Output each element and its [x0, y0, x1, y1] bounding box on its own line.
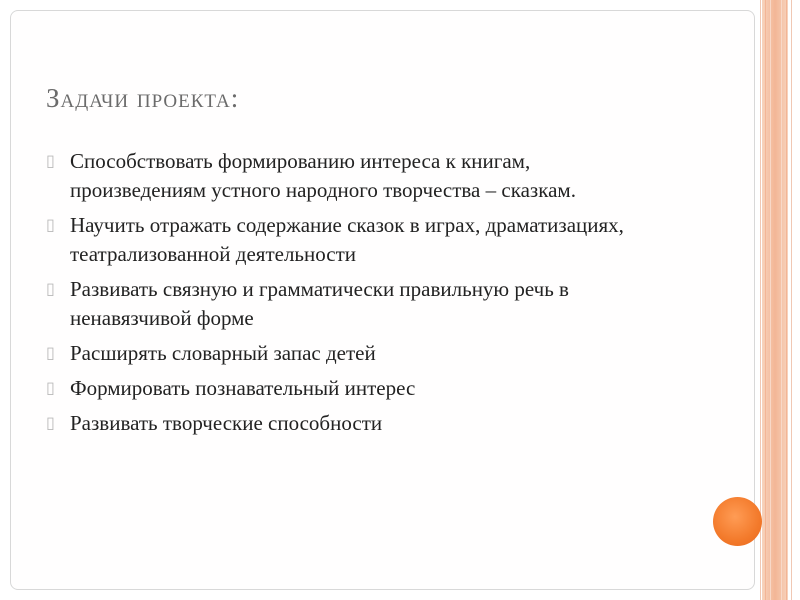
square-bullet-icon: ▯: [46, 281, 55, 298]
decorative-stripe: [760, 0, 761, 600]
list-item-text: Расширять словарный запас детей: [70, 341, 376, 365]
decorative-stripe: [770, 0, 771, 600]
list-item: [46, 275, 666, 333]
decorative-stripe: [781, 0, 782, 600]
decorative-stripe: [786, 0, 787, 600]
list-item-text: Развивать связную и грамматически правильную речь в ненавязчивой форме: [70, 277, 569, 330]
list-item-text: Формировать познавательный интерес: [70, 376, 416, 400]
list-item-text: Научить отражать содержание сказок в играх, драматизациях, театрализованной деятельности: [70, 213, 624, 266]
list-item: [46, 374, 666, 403]
slide-title: Задачи проекта:: [46, 83, 240, 113]
list-item: [46, 409, 666, 438]
square-bullet-icon: ▯: [46, 217, 55, 234]
decorative-orange-circle: [713, 497, 762, 546]
list-item-text: Развивать творческие способности: [70, 411, 383, 435]
decorative-stripe: [765, 0, 766, 600]
square-bullet-icon: ▯: [46, 345, 55, 362]
list-item: [46, 211, 666, 269]
list-item: [46, 339, 666, 368]
task-list: [46, 147, 666, 444]
decorative-stripe: [791, 0, 792, 600]
list-item: [46, 147, 666, 205]
list-item-text: Способствовать формированию интереса к книгам, произведениям устного народного творчества – сказкам.: [70, 149, 576, 202]
square-bullet-icon: ▯: [46, 153, 55, 170]
square-bullet-icon: ▯: [46, 380, 55, 397]
square-bullet-icon: ▯: [46, 415, 55, 432]
